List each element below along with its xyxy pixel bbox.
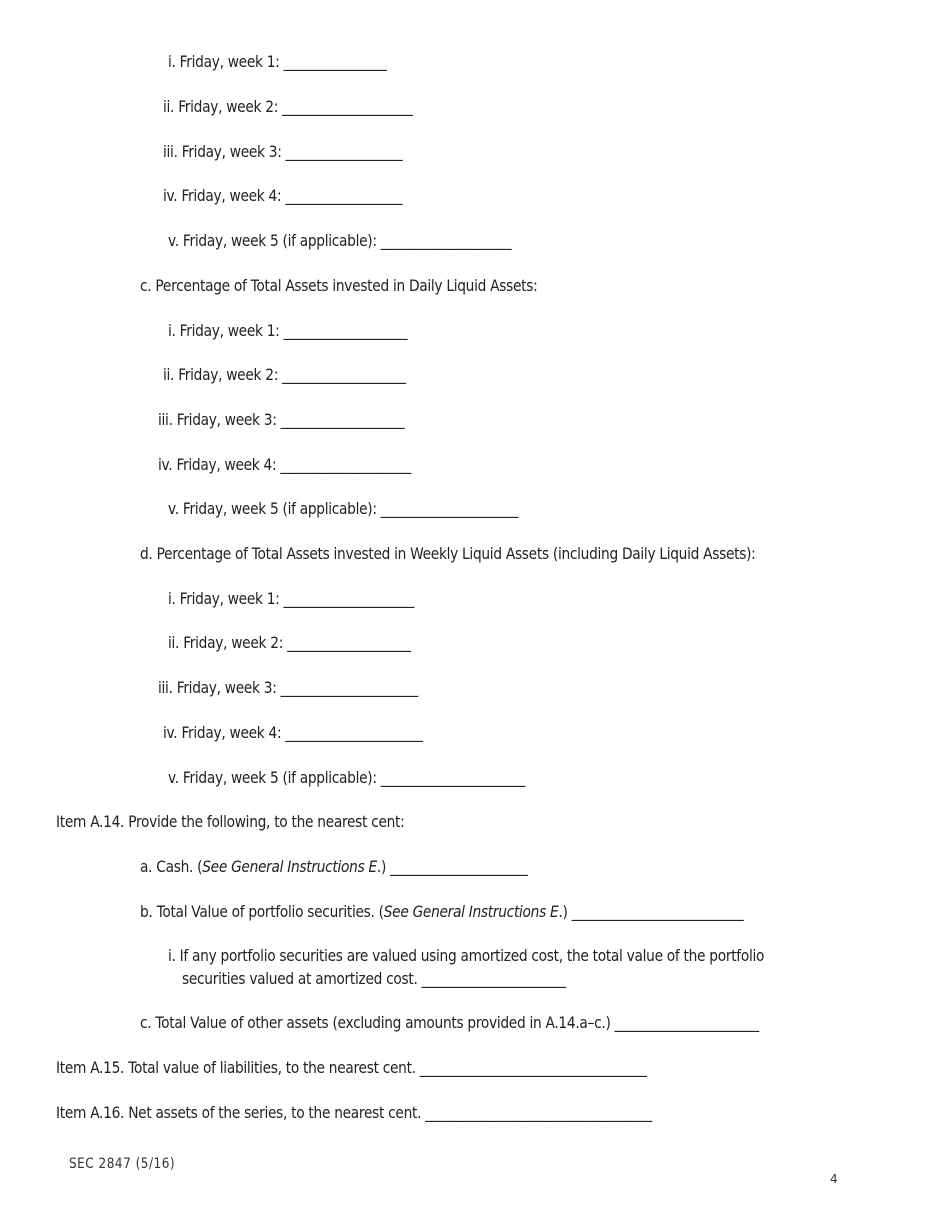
- d-week-1-row: [168, 588, 414, 610]
- d-week-2-label: ii. Friday, week 2:: [168, 633, 284, 652]
- section-c-heading: c. Percentage of Total Assets invested in Daily Liquid Assets:: [140, 276, 538, 295]
- b-week-2-blank[interactable]: ___________________: [282, 97, 413, 116]
- d-week-5-blank[interactable]: _____________________: [380, 768, 526, 787]
- form-identifier: SEC 2847 (5/16): [69, 1156, 176, 1172]
- a14-b-row: [140, 901, 744, 923]
- a14-b-i-line1: i. If any portfolio securities are valued using amortized cost, the total value of the portfolio: [168, 946, 765, 965]
- b-week-2-label: ii. Friday, week 2:: [163, 97, 279, 116]
- c-week-3-label: iii. Friday, week 3:: [158, 410, 277, 429]
- d-week-3-row: [158, 677, 418, 699]
- b-week-3-row: [163, 141, 403, 163]
- c-week-3-row: [158, 409, 404, 431]
- item-a15-blank[interactable]: _________________________________: [419, 1058, 647, 1077]
- section-d-heading: d. Percentage of Total Assets invested in Weekly Liquid Assets (including Daily Liquid Assets):: [140, 544, 756, 563]
- item-a16-text: Item A.16. Net assets of the series, to the nearest cent.: [56, 1103, 422, 1122]
- b-week-4-row: [163, 185, 402, 207]
- c-week-3-blank[interactable]: __________________: [280, 410, 405, 429]
- d-week-5-row: [168, 767, 525, 789]
- a14-b-blank[interactable]: _________________________: [571, 902, 744, 921]
- c-week-5-row: [168, 498, 518, 520]
- b-week-5-row: [168, 230, 511, 252]
- c-week-1-blank[interactable]: __________________: [283, 321, 408, 340]
- d-week-1-label: i. Friday, week 1:: [168, 589, 280, 608]
- d-week-2-blank[interactable]: __________________: [287, 633, 411, 652]
- c-week-4-blank[interactable]: ___________________: [280, 455, 412, 474]
- a14-a-row: [140, 856, 528, 878]
- c-week-2-row: [163, 364, 406, 386]
- d-week-2-row: [168, 632, 411, 654]
- b-week-1-label: i. Friday, week 1:: [168, 52, 280, 71]
- d-week-4-blank[interactable]: ____________________: [285, 723, 423, 742]
- a14-b-suffix: .): [558, 902, 568, 921]
- item-a14-heading: Item A.14. Provide the following, to the nearest cent:: [56, 812, 405, 831]
- item-a15-row: [56, 1057, 647, 1079]
- b-week-4-label: iv. Friday, week 4:: [163, 186, 282, 205]
- b-week-5-blank[interactable]: ___________________: [380, 231, 512, 250]
- page-number: 4: [830, 1172, 838, 1186]
- a14-a-prefix: a. Cash. (: [140, 857, 203, 876]
- item-a15-text: Item A.15. Total value of liabilities, to the nearest cent.: [56, 1058, 416, 1077]
- d-week-4-row: [163, 722, 423, 744]
- a14-b-i-line2-row: [182, 968, 566, 990]
- b-week-4-blank[interactable]: _________________: [285, 186, 403, 205]
- d-week-3-blank[interactable]: ____________________: [280, 678, 419, 697]
- b-week-1-blank[interactable]: _______________: [283, 52, 387, 71]
- a14-b-reference: See General Instructions E: [383, 902, 559, 921]
- a14-c-row: [140, 1012, 759, 1034]
- d-week-4-label: iv. Friday, week 4:: [163, 723, 282, 742]
- a14-a-reference: See General Instructions E: [202, 857, 377, 876]
- a14-b-prefix: b. Total Value of portfolio securities. (: [140, 902, 384, 921]
- c-week-4-row: [158, 454, 411, 476]
- item-a16-row: [56, 1102, 652, 1124]
- a14-b-i-line2: securities valued at amortized cost.: [182, 969, 418, 988]
- a14-a-blank[interactable]: ____________________: [390, 857, 528, 876]
- a14-c-text: c. Total Value of other assets (excluding amounts provided in A.14.a–c.): [140, 1013, 611, 1032]
- b-week-2-row: [163, 96, 413, 118]
- a14-a-suffix: .): [376, 857, 387, 876]
- c-week-2-blank[interactable]: __________________: [282, 365, 406, 384]
- a14-c-blank[interactable]: _____________________: [614, 1013, 760, 1032]
- c-week-1-label: i. Friday, week 1:: [168, 321, 280, 340]
- c-week-2-label: ii. Friday, week 2:: [163, 365, 279, 384]
- d-week-1-blank[interactable]: ___________________: [283, 589, 415, 608]
- item-a16-blank[interactable]: _________________________________: [425, 1103, 653, 1122]
- b-week-3-label: iii. Friday, week 3:: [163, 142, 282, 161]
- d-week-5-label: v. Friday, week 5 (if applicable):: [168, 768, 377, 787]
- c-week-1-row: [168, 320, 407, 342]
- b-week-3-blank[interactable]: _________________: [285, 142, 403, 161]
- d-week-3-label: iii. Friday, week 3:: [158, 678, 277, 697]
- a14-b-i-blank[interactable]: _____________________: [421, 969, 567, 988]
- c-week-5-label: v. Friday, week 5 (if applicable):: [168, 499, 377, 518]
- c-week-4-label: iv. Friday, week 4:: [158, 455, 277, 474]
- c-week-5-blank[interactable]: ____________________: [380, 499, 519, 518]
- b-week-1-row: [168, 51, 387, 73]
- b-week-5-label: v. Friday, week 5 (if applicable):: [168, 231, 377, 250]
